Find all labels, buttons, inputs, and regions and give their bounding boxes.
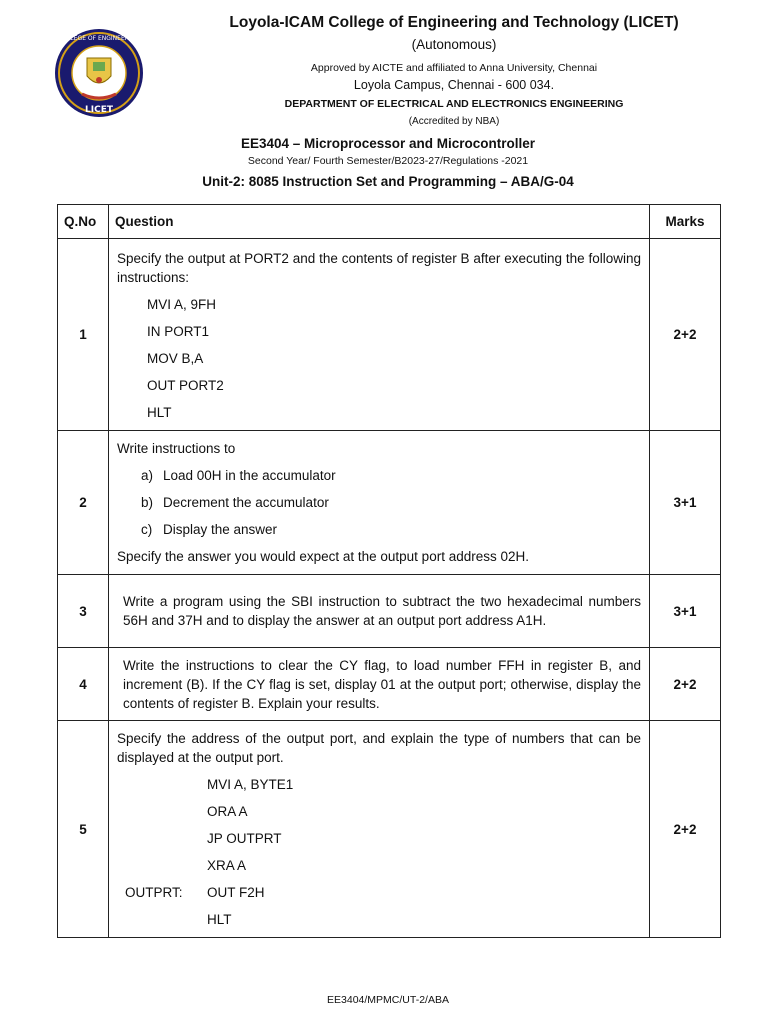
question-number: 2 (58, 431, 109, 575)
table-header-row (58, 205, 721, 239)
item-text: Load 00H in the accumulator (163, 468, 336, 483)
question-marks: 3+1 (650, 575, 721, 648)
semester-info: Second Year/ Fourth Semester/B2023-27/Regulations -2021 (247, 155, 529, 167)
column-header-qno: Q.No (58, 205, 109, 239)
table-row (58, 239, 721, 431)
code-line: HLT (147, 405, 172, 420)
question-table (57, 204, 721, 938)
footer-code: EE3404/MPMC/UT-2/ABA (327, 994, 449, 1006)
question-number: 5 (58, 721, 109, 938)
svg-text:COLLEGE OF ENGINEERING: COLLEGE OF ENGINEERING (58, 35, 140, 42)
code-line (125, 852, 641, 879)
college-logo (54, 28, 144, 118)
question-text (109, 239, 650, 431)
code-label: OUTPRT: (125, 885, 183, 900)
question-number: 1 (58, 239, 109, 431)
question-text (109, 431, 650, 575)
item-text: Decrement the accumulator (163, 495, 329, 510)
question-marks: 2+2 (650, 648, 721, 721)
code-text: MVI A, BYTE1 (207, 777, 294, 792)
code-text: ORA A (207, 804, 248, 819)
item-label: a) (141, 468, 154, 483)
code-listing (117, 291, 641, 426)
item-label: c) (141, 522, 153, 537)
code-line (125, 879, 641, 906)
table-row (58, 721, 721, 938)
list-item (117, 516, 641, 543)
code-text: OUT F2H (207, 885, 265, 900)
question-number: 4 (58, 648, 109, 721)
question-statement: Specify the address of the output port, and explain the type of numbers that can be displayed at the output port. (117, 731, 641, 765)
sub-items (117, 462, 641, 543)
code-text: JP OUTPRT (207, 831, 282, 846)
question-number: 3 (58, 575, 109, 648)
campus-address: Loyola Campus, Chennai - 600 034. (353, 78, 555, 92)
code-line (125, 906, 641, 933)
department-name: DEPARTMENT OF ELECTRICAL AND ELECTRONICS ENGINEERING (284, 98, 624, 110)
code-line: MVI A, 9FH (147, 297, 217, 312)
college-name: Loyola-ICAM College of Engineering and Technology (LICET) (229, 14, 679, 31)
question-marks: 3+1 (650, 431, 721, 575)
table-row (58, 575, 721, 648)
list-item (117, 489, 641, 516)
item-text: Display the answer (163, 522, 278, 537)
code-line: IN PORT1 (147, 324, 210, 339)
unit-title: Unit-2: 8085 Instruction Set and Programming – ABA/G-04 (202, 174, 574, 189)
question-statement: Specify the output at PORT2 and the contents of register B after executing the following instructions: (117, 251, 641, 285)
question-intro: Write instructions to (117, 441, 236, 456)
code-line (125, 825, 641, 852)
code-line: OUT PORT2 (147, 378, 224, 393)
question-outro: Specify the answer you would expect at the output port address 02H. (117, 549, 529, 564)
table-row (58, 648, 721, 721)
question-text: Write the instructions to clear the CY flag, to load number FFH in register B, and increment (B). If the CY flag is set, display 01 at the output port; otherwise, display the contents of register B. Explain your results. (109, 648, 650, 721)
list-item (117, 462, 641, 489)
code-text: HLT (207, 912, 232, 927)
accreditation-text: (Accredited by NBA) (408, 116, 500, 127)
code-text: XRA A (207, 858, 247, 873)
column-header-marks: Marks (650, 205, 721, 239)
question-text (109, 721, 650, 938)
logo-text: LICET (85, 105, 113, 115)
code-listing (117, 771, 641, 933)
approval-text: Approved by AICTE and affiliated to Anna University, Chennai (310, 62, 598, 74)
table-row (58, 431, 721, 575)
question-marks: 2+2 (650, 239, 721, 431)
autonomous-label: (Autonomous) (411, 37, 497, 52)
column-header-question: Question (109, 205, 650, 239)
code-line (125, 798, 641, 825)
course-title: EE3404 – Microprocessor and Microcontroller (240, 136, 536, 151)
item-label: b) (141, 495, 154, 510)
code-line: MOV B,A (147, 351, 204, 366)
question-marks: 2+2 (650, 721, 721, 938)
code-line (125, 771, 641, 798)
question-text: Write a program using the SBI instruction to subtract the two hexadecimal numbers 56H and 37H and to display the answer at an output port address A1H. (109, 575, 650, 648)
